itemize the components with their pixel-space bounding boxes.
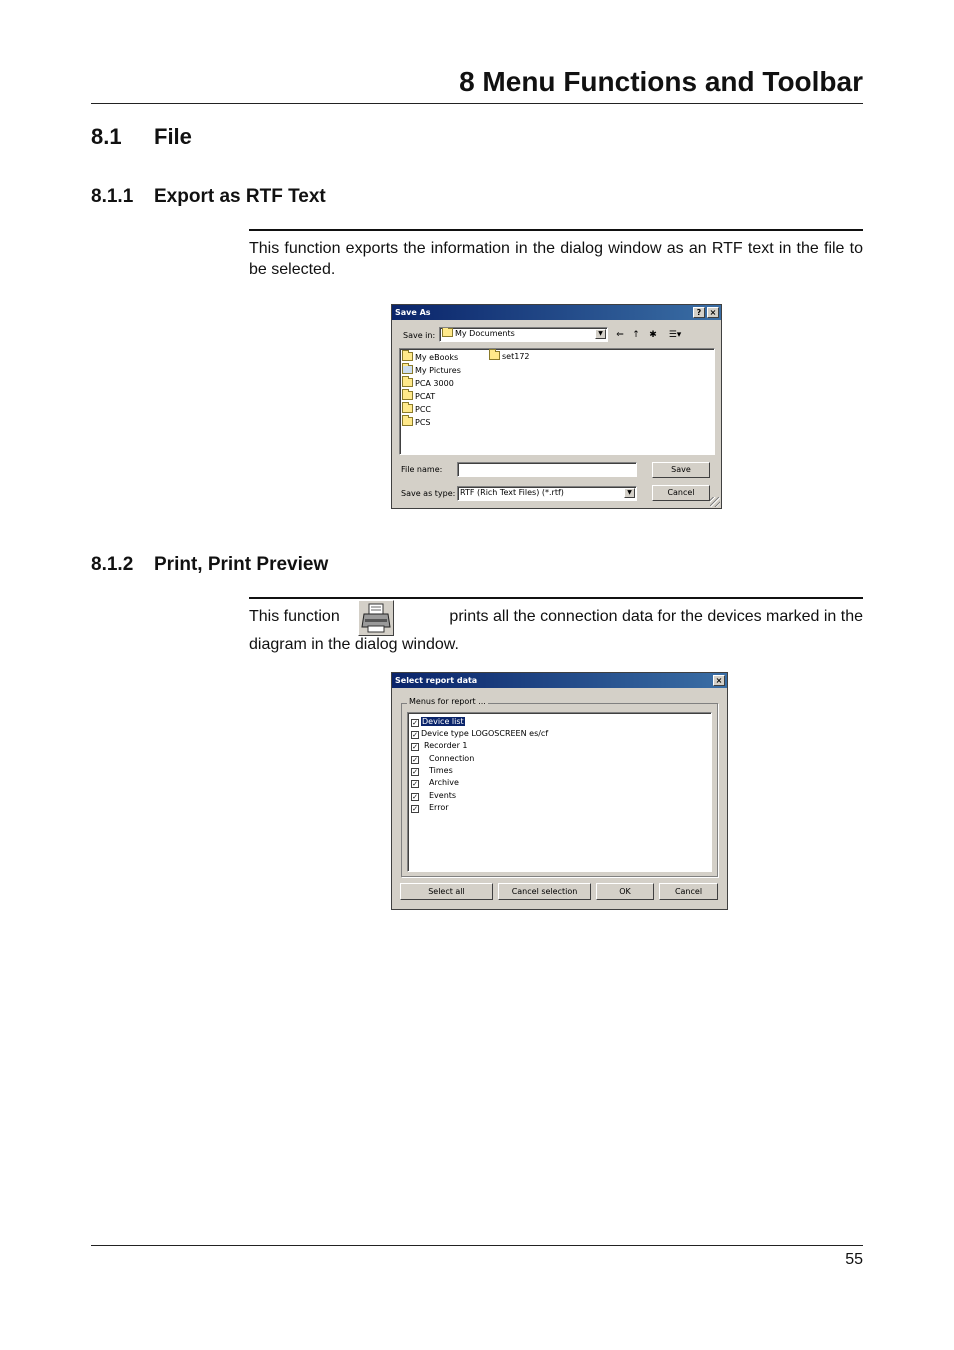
chapter-title: 8 Menu Functions and Toolbar <box>459 66 863 97</box>
checkbox[interactable]: ✓ <box>412 731 418 739</box>
export-paragraph: This function exports the information in the dialog window as an RTF text in the file to be selected. <box>249 240 863 278</box>
folder-icon <box>402 417 413 426</box>
new-folder-icon[interactable]: ✱ <box>649 330 657 340</box>
select-all-button[interactable]: Select all <box>400 883 493 900</box>
chevron-down-icon[interactable]: ▼ <box>624 488 635 498</box>
ok-button[interactable]: OK <box>596 883 654 900</box>
dialog-titlebar <box>392 673 727 688</box>
checkbox[interactable]: ✓ <box>412 756 418 764</box>
folder-icon <box>402 352 413 361</box>
file-name-input[interactable] <box>457 462 637 477</box>
subsection-title: Print, Print Preview <box>154 554 329 575</box>
list-item[interactable]: ✓ Times <box>412 766 453 776</box>
list-item[interactable]: PCA 3000 <box>402 378 454 390</box>
subsection-rule <box>249 229 863 231</box>
file-name-label: File name: <box>401 465 443 474</box>
select-report-dialog <box>391 672 728 910</box>
close-button[interactable]: × <box>707 307 719 318</box>
save-in-value: My Documents <box>455 329 515 338</box>
up-folder-icon[interactable]: ↑ <box>632 330 640 340</box>
checkbox[interactable]: ✓ <box>412 793 418 801</box>
page-number: 55 <box>845 1251 863 1268</box>
subsection-number: 8.1.2 <box>91 554 134 575</box>
printer-icon-graphic <box>359 601 393 635</box>
list-item[interactable]: ✓ Connection <box>412 754 475 764</box>
print-paragraph-line2: diagram in the dialog window. <box>249 636 459 653</box>
checkbox[interactable]: ✓ <box>412 719 418 727</box>
list-item[interactable]: ✓ Error <box>412 803 449 813</box>
view-menu-icon[interactable]: ☰▾ <box>668 330 682 340</box>
save-as-type-value: RTF (Rich Text Files) (*.rtf) <box>460 488 564 497</box>
save-button[interactable]: Save <box>652 462 710 478</box>
chevron-down-icon[interactable]: ▼ <box>595 329 606 339</box>
list-item[interactable]: ✓ Device type LOGOSCREEN es/cf <box>412 729 549 739</box>
list-item[interactable]: ✓ Archive <box>412 778 459 788</box>
folder-icon <box>442 328 453 337</box>
list-item[interactable]: PCC <box>402 404 431 416</box>
save-in-label: Save in: <box>403 331 436 340</box>
close-button[interactable]: × <box>713 675 725 686</box>
print-paragraph-start: This function <box>249 608 340 625</box>
header-rule <box>91 103 863 104</box>
subsection-rule <box>249 597 863 599</box>
list-item[interactable]: ✓ Events <box>412 791 457 801</box>
dialog-title: Save As <box>395 308 431 317</box>
section-number: 8.1 <box>91 124 122 149</box>
list-item[interactable]: ✓ Recorder 1 <box>412 741 468 751</box>
folder-icon <box>402 391 413 400</box>
folder-icon <box>489 351 500 360</box>
subsection-heading-print <box>91 554 328 576</box>
group-label: Menus for report ... <box>409 697 486 706</box>
checkbox[interactable]: ✓ <box>412 768 418 776</box>
list-item[interactable]: My eBooks <box>402 352 458 364</box>
checkbox[interactable]: ✓ <box>412 780 418 788</box>
list-item[interactable]: ✓ Device list <box>412 717 464 727</box>
subsection-title: Export as RTF Text <box>154 186 326 207</box>
list-item[interactable]: My Pictures <box>402 365 461 377</box>
footer-rule <box>91 1245 863 1246</box>
save-in-dropdown[interactable] <box>439 327 608 342</box>
resize-grip-icon[interactable] <box>710 497 720 507</box>
pictures-folder-icon <box>402 365 413 374</box>
cancel-selection-button[interactable]: Cancel selection <box>498 883 591 900</box>
checkbox[interactable]: ✓ <box>412 805 418 813</box>
report-menu-list[interactable] <box>407 712 712 872</box>
cancel-button[interactable]: Cancel <box>652 485 710 501</box>
save-as-type-label: Save as type: <box>401 489 456 498</box>
dialog-title: Select report data <box>395 676 478 685</box>
section-title: File <box>154 124 192 149</box>
section-heading <box>91 124 192 150</box>
subsection-heading-export <box>91 186 326 208</box>
print-paragraph-continued: prints all the connection data for the devices marked in the <box>449 608 863 625</box>
dialog-titlebar <box>392 305 721 320</box>
save-as-type-dropdown[interactable] <box>457 486 637 501</box>
save-as-dialog <box>391 304 722 509</box>
checkbox[interactable]: ✓ <box>412 743 418 751</box>
folder-icon <box>402 378 413 387</box>
printer-icon[interactable] <box>358 600 394 636</box>
list-item[interactable]: PCAT <box>402 391 435 403</box>
folder-icon <box>402 404 413 413</box>
help-button[interactable]: ? <box>693 307 705 318</box>
back-icon[interactable]: ⇐ <box>616 330 624 340</box>
list-item[interactable]: PCS <box>402 417 431 429</box>
subsection-number: 8.1.1 <box>91 186 134 207</box>
list-item[interactable]: set172 <box>489 351 530 363</box>
file-list[interactable] <box>399 348 715 455</box>
cancel-button[interactable]: Cancel <box>659 883 718 900</box>
